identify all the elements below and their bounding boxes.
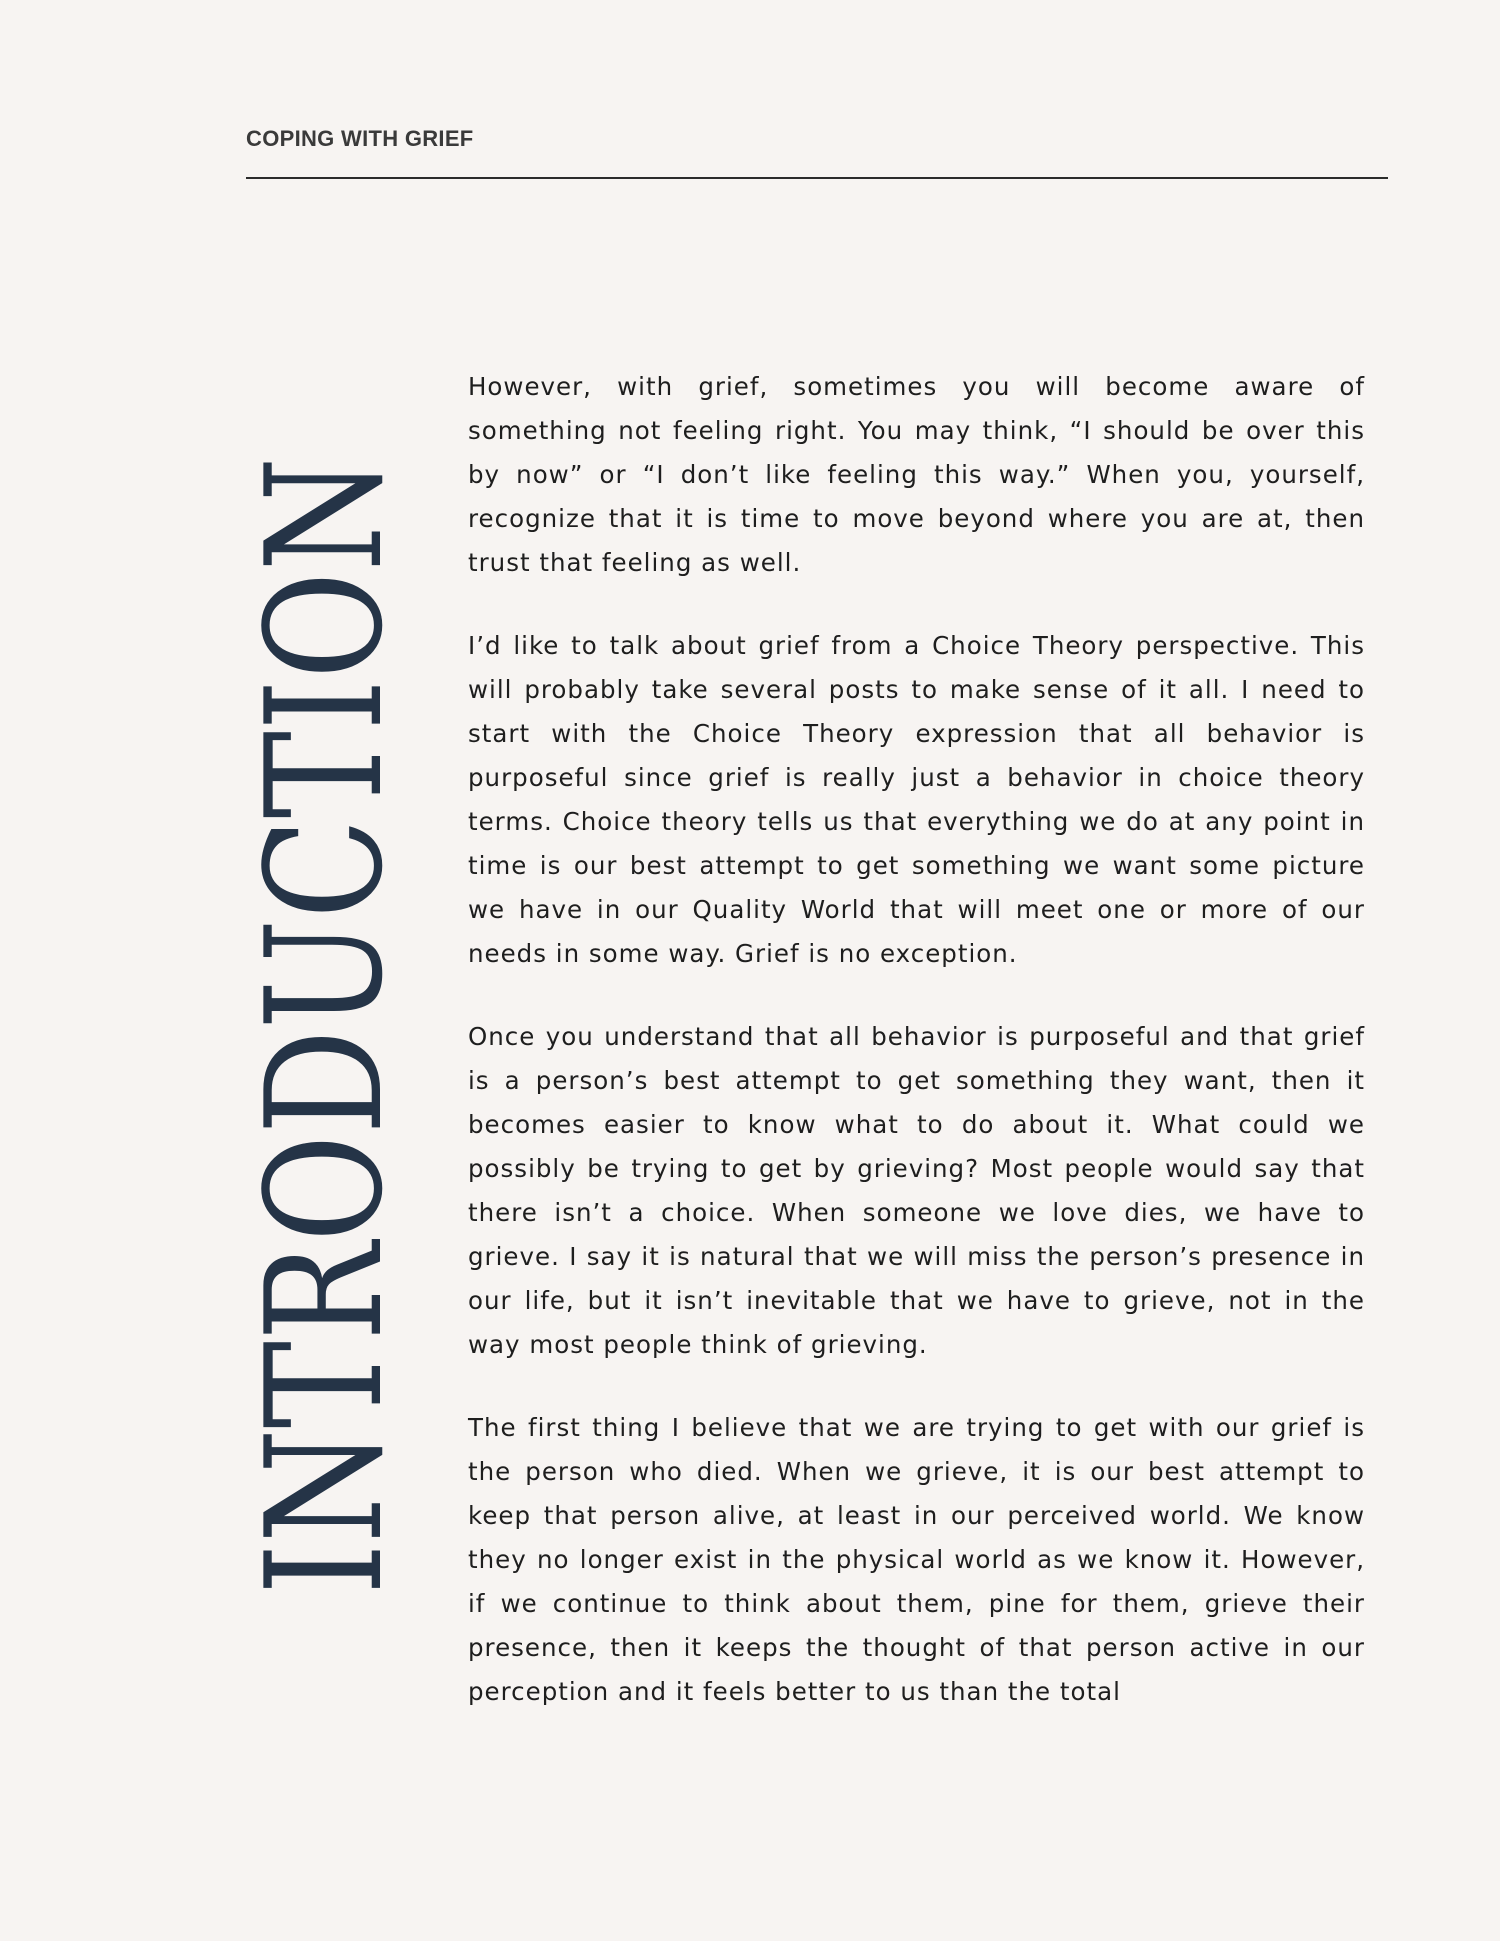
paragraph: The first thing I believe that we are trying to get with our grief is the person who died. When we grieve, it is our best attempt to keep that person alive, at least in our perceived world. We know they no longer exist in the physical world as we know it. However, if we continue to think about them, pine for them, grieve their presence, then it keeps the thought of that person active in our perception and it feels better to us than the total [468,1413,1365,1706]
paragraph: However, with grief, sometimes you will become aware of something not feeling right. You may think, “I should be over this by now” or “I don’t like feeling this way.” When you, yourself, recognize that it is time to move beyond where you are at, then trust that feeling as well. [468,372,1365,577]
paragraph: I’d like to talk about grief from a Choice Theory perspective. This will probably take several posts to make sense of it all. I need to start with the Choice Theory expression that all behavior is purposeful since grief is really just a behavior in choice theory terms. Choice theory tells us that everything we do at any point in time is our best attempt to get something we want some picture we have in our Quality World that will meet one or more of our needs in some way. Grief is no exception. [468,631,1365,968]
body-text [468,365,1365,1753]
paragraph: Once you understand that all behavior is purposeful and that grief is a person’s best attempt to get something they want, then it becomes easier to know what to do about it. What could we possibly be trying to get by grieving? Most people would say that there isn’t a choice. When someone we love dies, we have to grieve. I say it is natural that we will miss the person’s presence in our life, but it isn’t inevitable that we have to grieve, not in the way most people think of grieving. [468,1022,1365,1359]
vertical-title-text: INTRODUCTION [231,456,418,1596]
header-label: COPING WITH GRIEF [246,126,474,151]
vertical-title-container [231,410,418,1720]
vertical-title [231,410,418,1720]
header-divider [246,177,1388,179]
